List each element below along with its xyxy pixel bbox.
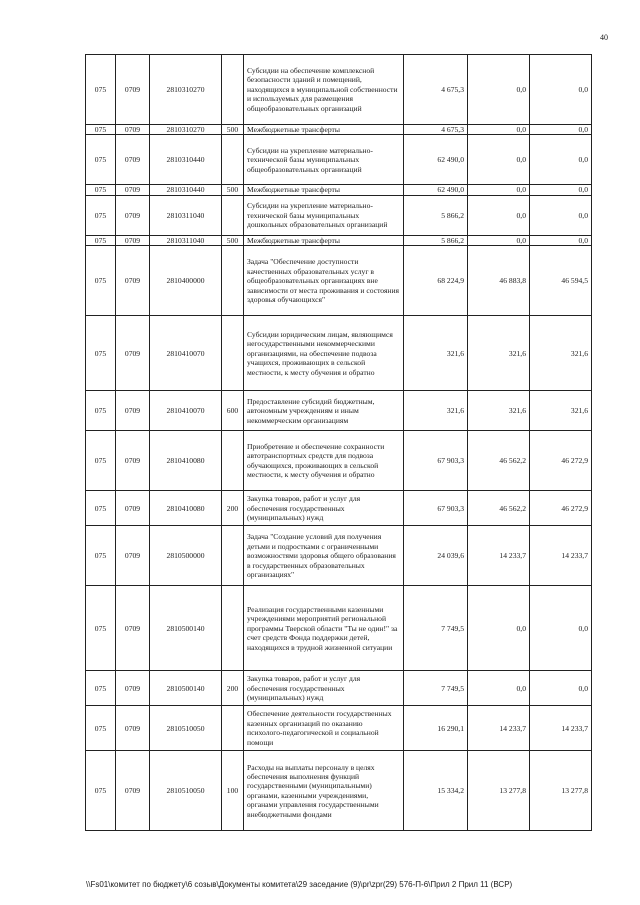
table-row (86, 316, 592, 391)
cell-admin-code: 075 (86, 671, 116, 706)
cell-amount-2020: 321,6 (468, 316, 530, 391)
cell-amount-2020: 46 562,2 (468, 491, 530, 526)
cell-expense-type: 500 (222, 185, 244, 195)
cell-amount-2020: 0,0 (468, 135, 530, 185)
cell-amount-2020: 0,0 (468, 671, 530, 706)
cell-section-code: 0709 (116, 185, 150, 195)
cell-target-article: 2810500140 (150, 586, 222, 671)
cell-expense-type (222, 135, 244, 185)
cell-target-article: 2810500000 (150, 526, 222, 586)
cell-section-code: 0709 (116, 431, 150, 491)
cell-description: Субсидии на обеспечение комплексной безопасности зданий и помещений, находящихся в муниципальной собственности и используемых для размещения общеобразовательных организаций (244, 55, 404, 125)
cell-target-article: 2810510050 (150, 751, 222, 831)
cell-target-article: 2810310270 (150, 55, 222, 125)
cell-amount-2019: 16 290,1 (404, 706, 468, 751)
cell-description: Межбюджетные трансферты (244, 235, 404, 245)
cell-section-code: 0709 (116, 235, 150, 245)
cell-description: Закупка товаров, работ и услуг для обеспечения государственных (муниципальных) нужд (244, 671, 404, 706)
table-row (86, 185, 592, 195)
table-row (86, 431, 592, 491)
cell-target-article: 2810310440 (150, 135, 222, 185)
cell-section-code: 0709 (116, 246, 150, 316)
cell-admin-code: 075 (86, 586, 116, 671)
cell-expense-type (222, 526, 244, 586)
cell-description: Субсидии на укрепление материально-технической базы муниципальных общеобразовательных организаций (244, 135, 404, 185)
cell-expense-type (222, 431, 244, 491)
table-row (86, 195, 592, 235)
page-number: 40 (600, 33, 608, 42)
cell-expense-type: 600 (222, 391, 244, 431)
cell-amount-2019: 5 866,2 (404, 235, 468, 245)
cell-admin-code: 075 (86, 431, 116, 491)
cell-description: Обеспечение деятельности государственных казенных организаций по оказанию психолого-педагогической и социальной помощи (244, 706, 404, 751)
cell-amount-2021: 0,0 (530, 135, 592, 185)
cell-admin-code: 075 (86, 246, 116, 316)
cell-amount-2020: 321,6 (468, 391, 530, 431)
cell-amount-2019: 5 866,2 (404, 195, 468, 235)
cell-amount-2021: 0,0 (530, 185, 592, 195)
cell-description: Закупка товаров, работ и услуг для обеспечения государственных (муниципальных) нужд (244, 491, 404, 526)
cell-amount-2021: 0,0 (530, 586, 592, 671)
cell-amount-2020: 46 883,8 (468, 246, 530, 316)
table-row (86, 526, 592, 586)
cell-section-code: 0709 (116, 751, 150, 831)
cell-amount-2020: 0,0 (468, 195, 530, 235)
cell-description: Субсидии на укрепление материально-технической базы муниципальных дошкольных образовательных организаций (244, 195, 404, 235)
cell-description: Межбюджетные трансферты (244, 185, 404, 195)
cell-amount-2019: 68 224,9 (404, 246, 468, 316)
cell-amount-2020: 0,0 (468, 125, 530, 135)
cell-section-code: 0709 (116, 391, 150, 431)
cell-amount-2020: 14 233,7 (468, 706, 530, 751)
cell-amount-2020: 0,0 (468, 55, 530, 125)
cell-amount-2019: 24 039,6 (404, 526, 468, 586)
cell-target-article: 2810500140 (150, 671, 222, 706)
cell-amount-2019: 62 490,0 (404, 185, 468, 195)
cell-admin-code: 075 (86, 706, 116, 751)
cell-section-code: 0709 (116, 316, 150, 391)
cell-amount-2019: 4 675,3 (404, 55, 468, 125)
cell-admin-code: 075 (86, 751, 116, 831)
cell-admin-code: 075 (86, 185, 116, 195)
cell-amount-2019: 7 749,5 (404, 586, 468, 671)
cell-amount-2019: 4 675,3 (404, 125, 468, 135)
cell-amount-2021: 321,6 (530, 316, 592, 391)
cell-section-code: 0709 (116, 586, 150, 671)
cell-target-article: 2810410080 (150, 491, 222, 526)
cell-expense-type: 100 (222, 751, 244, 831)
table-row (86, 706, 592, 751)
cell-amount-2020: 0,0 (468, 586, 530, 671)
cell-section-code: 0709 (116, 55, 150, 125)
cell-description: Межбюджетные трансферты (244, 125, 404, 135)
cell-description: Задача "Создание условий для получения детьми и подростками с ограниченными возможностями здоровья общего образования в государственных образовательных организациях" (244, 526, 404, 586)
cell-amount-2021: 0,0 (530, 671, 592, 706)
budget-table (85, 54, 592, 831)
cell-expense-type (222, 246, 244, 316)
file-path-footer: \\Fs01\комитет по бюджету\6 созыв\Документы комитета\29 заседание (9)\pr\zpr(29) 576-П-6\Прил 2 Прил 11 (ВСР) (86, 880, 513, 889)
cell-admin-code: 075 (86, 195, 116, 235)
cell-expense-type (222, 586, 244, 671)
cell-section-code: 0709 (116, 195, 150, 235)
table-row (86, 125, 592, 135)
cell-target-article: 2810510050 (150, 706, 222, 751)
cell-amount-2019: 7 749,5 (404, 671, 468, 706)
cell-admin-code: 075 (86, 391, 116, 431)
cell-amount-2019: 62 490,0 (404, 135, 468, 185)
table-row (86, 391, 592, 431)
cell-admin-code: 075 (86, 491, 116, 526)
cell-admin-code: 075 (86, 235, 116, 245)
cell-target-article: 2810310270 (150, 125, 222, 135)
cell-expense-type (222, 195, 244, 235)
cell-amount-2021: 0,0 (530, 55, 592, 125)
cell-expense-type: 200 (222, 671, 244, 706)
table-row (86, 55, 592, 125)
cell-description: Реализация государственными казенными учреждениями мероприятий региональной программы Тверской области "Ты не один!" за счет средств Фонда поддержки детей, находящихся в трудной жизненной ситуации (244, 586, 404, 671)
cell-amount-2020: 0,0 (468, 185, 530, 195)
cell-target-article: 2810410070 (150, 316, 222, 391)
table-row (86, 235, 592, 245)
cell-section-code: 0709 (116, 125, 150, 135)
cell-amount-2021: 46 272,9 (530, 431, 592, 491)
cell-amount-2019: 321,6 (404, 391, 468, 431)
cell-expense-type (222, 55, 244, 125)
cell-target-article: 2810311040 (150, 195, 222, 235)
table-row (86, 491, 592, 526)
cell-amount-2021: 13 277,8 (530, 751, 592, 831)
cell-target-article: 2810311040 (150, 235, 222, 245)
cell-amount-2021: 14 233,7 (530, 706, 592, 751)
cell-amount-2019: 15 334,2 (404, 751, 468, 831)
cell-target-article: 2810310440 (150, 185, 222, 195)
table-row (86, 751, 592, 831)
cell-amount-2020: 14 233,7 (468, 526, 530, 586)
cell-amount-2020: 13 277,8 (468, 751, 530, 831)
cell-target-article: 2810410080 (150, 431, 222, 491)
cell-admin-code: 075 (86, 316, 116, 391)
cell-amount-2021: 321,6 (530, 391, 592, 431)
cell-admin-code: 075 (86, 526, 116, 586)
cell-amount-2019: 67 903,3 (404, 431, 468, 491)
cell-amount-2020: 46 562,2 (468, 431, 530, 491)
cell-section-code: 0709 (116, 671, 150, 706)
cell-amount-2019: 67 903,3 (404, 491, 468, 526)
cell-section-code: 0709 (116, 706, 150, 751)
cell-expense-type: 500 (222, 125, 244, 135)
cell-section-code: 0709 (116, 526, 150, 586)
cell-expense-type (222, 316, 244, 391)
table-row (86, 246, 592, 316)
cell-admin-code: 075 (86, 135, 116, 185)
cell-amount-2021: 46 272,9 (530, 491, 592, 526)
cell-admin-code: 075 (86, 55, 116, 125)
cell-description: Предоставление субсидий бюджетным, автономным учреждениям и иным некоммерческим организациям (244, 391, 404, 431)
cell-amount-2020: 0,0 (468, 235, 530, 245)
table-row (86, 671, 592, 706)
cell-amount-2019: 321,6 (404, 316, 468, 391)
cell-amount-2021: 14 233,7 (530, 526, 592, 586)
cell-description: Задача "Обеспечение доступности качественных образовательных услуг в общеобразовательных организациях вне зависимости от места проживания и состояния здоровья обучающихся" (244, 246, 404, 316)
cell-description: Расходы на выплаты персоналу в целях обеспечения выполнения функций государственными (муниципальными) органами, казенными учреждениями, органами управления государственными внебюджетными фондами (244, 751, 404, 831)
table-row (86, 586, 592, 671)
cell-section-code: 0709 (116, 491, 150, 526)
cell-amount-2021: 0,0 (530, 195, 592, 235)
cell-amount-2021: 0,0 (530, 125, 592, 135)
cell-expense-type: 200 (222, 491, 244, 526)
cell-description: Субсидии юридическим лицам, являющимся негосударственными некоммерческими организациями, на обеспечение подвоза учащихся, проживающих в сельской местности, к месту обучения и обратно (244, 316, 404, 391)
cell-target-article: 2810400000 (150, 246, 222, 316)
cell-expense-type (222, 706, 244, 751)
cell-description: Приобретение и обеспечение сохранности автотранспортных средств для подвоза обучающихся, проживающих в сельской местности, к месту обучения и обратно (244, 431, 404, 491)
cell-section-code: 0709 (116, 135, 150, 185)
cell-amount-2021: 0,0 (530, 235, 592, 245)
cell-target-article: 2810410070 (150, 391, 222, 431)
cell-amount-2021: 46 594,5 (530, 246, 592, 316)
cell-expense-type: 500 (222, 235, 244, 245)
table-row (86, 135, 592, 185)
cell-admin-code: 075 (86, 125, 116, 135)
